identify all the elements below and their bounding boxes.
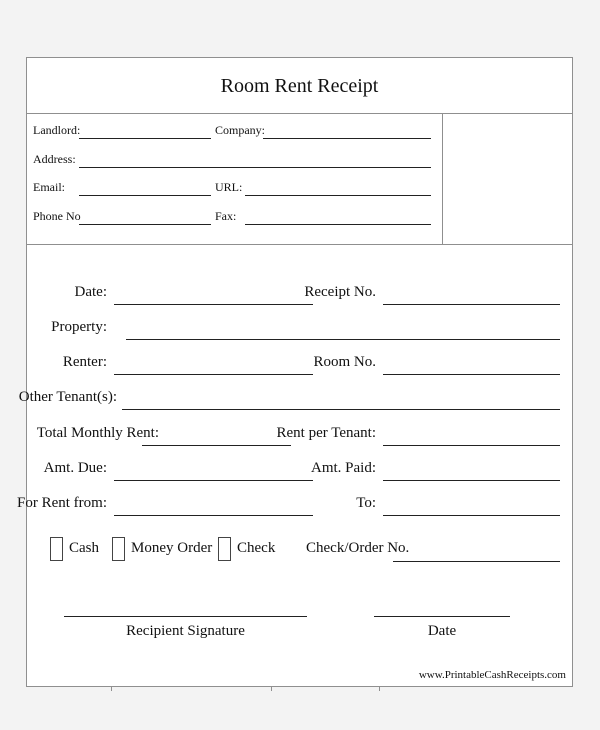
date-field[interactable]: [114, 304, 313, 305]
date-label: Date:: [74, 284, 107, 300]
landlord-label: Landlord:: [33, 123, 81, 137]
rent-from-field[interactable]: [114, 515, 313, 516]
phone-field[interactable]: [79, 224, 211, 225]
renter-field[interactable]: [114, 374, 313, 375]
room-no-field[interactable]: [383, 374, 560, 375]
money-order-checkbox[interactable]: [112, 537, 125, 561]
bottom-border-ticks: [27, 686, 572, 687]
receipt-no-label: Receipt No.: [304, 284, 376, 300]
check-label: Check: [237, 540, 276, 556]
website-footer: www.PrintableCashReceipts.com: [418, 669, 566, 681]
property-label: Property:: [51, 319, 107, 335]
fax-label: Fax:: [215, 209, 237, 223]
amt-due-label: Amt. Due:: [43, 460, 107, 476]
address-field[interactable]: [79, 167, 431, 168]
fax-field[interactable]: [245, 224, 431, 225]
total-monthly-rent-field[interactable]: [142, 445, 291, 446]
recipient-signature-label: Recipient Signature: [126, 623, 245, 639]
other-tenants-label: Other Tenant(s):: [18, 389, 117, 405]
property-field[interactable]: [126, 339, 560, 340]
money-order-label: Money Order: [131, 540, 213, 556]
recipient-signature-line[interactable]: [64, 616, 307, 617]
amt-paid-field[interactable]: [383, 480, 560, 481]
amt-paid-label: Amt. Paid:: [310, 460, 376, 476]
amt-due-field[interactable]: [114, 480, 313, 481]
company-field[interactable]: [263, 138, 431, 139]
tick-mark: [379, 687, 380, 691]
tick-mark: [271, 687, 272, 691]
landlord-info-section: [27, 114, 572, 245]
address-label: Address:: [33, 152, 76, 166]
check-order-no-field[interactable]: [393, 561, 560, 562]
check-checkbox[interactable]: [218, 537, 231, 561]
renter-label: Renter:: [62, 354, 107, 370]
receipt-form: [17, 57, 573, 687]
to-label: To:: [356, 495, 376, 511]
rent-from-label: For Rent from:: [17, 495, 107, 511]
email-label: Email:: [33, 180, 65, 194]
check-order-no-label: Check/Order No.: [306, 540, 410, 556]
tick-mark: [111, 687, 112, 691]
total-monthly-rent-label: Total Monthly Rent:: [36, 425, 159, 441]
cash-checkbox[interactable]: [50, 537, 63, 561]
email-field[interactable]: [79, 195, 211, 196]
page-title: Room Rent Receipt: [220, 75, 379, 97]
rent-per-tenant-label: Rent per Tenant:: [276, 425, 376, 441]
url-label: URL:: [215, 180, 243, 194]
receipt-no-field[interactable]: [383, 304, 560, 305]
room-no-label: Room No.: [313, 354, 376, 370]
to-field[interactable]: [383, 515, 560, 516]
info-divider: [442, 114, 443, 244]
url-field[interactable]: [245, 195, 431, 196]
signature-date-label: Date: [427, 623, 457, 639]
other-tenants-field[interactable]: [122, 409, 560, 410]
phone-label: Phone No: [33, 209, 81, 223]
company-label: Company:: [215, 123, 265, 137]
cash-label: Cash: [69, 540, 99, 556]
rent-per-tenant-field[interactable]: [383, 445, 560, 446]
landlord-field[interactable]: [79, 138, 211, 139]
title-bar: [27, 58, 572, 114]
signature-date-line[interactable]: [374, 616, 510, 617]
